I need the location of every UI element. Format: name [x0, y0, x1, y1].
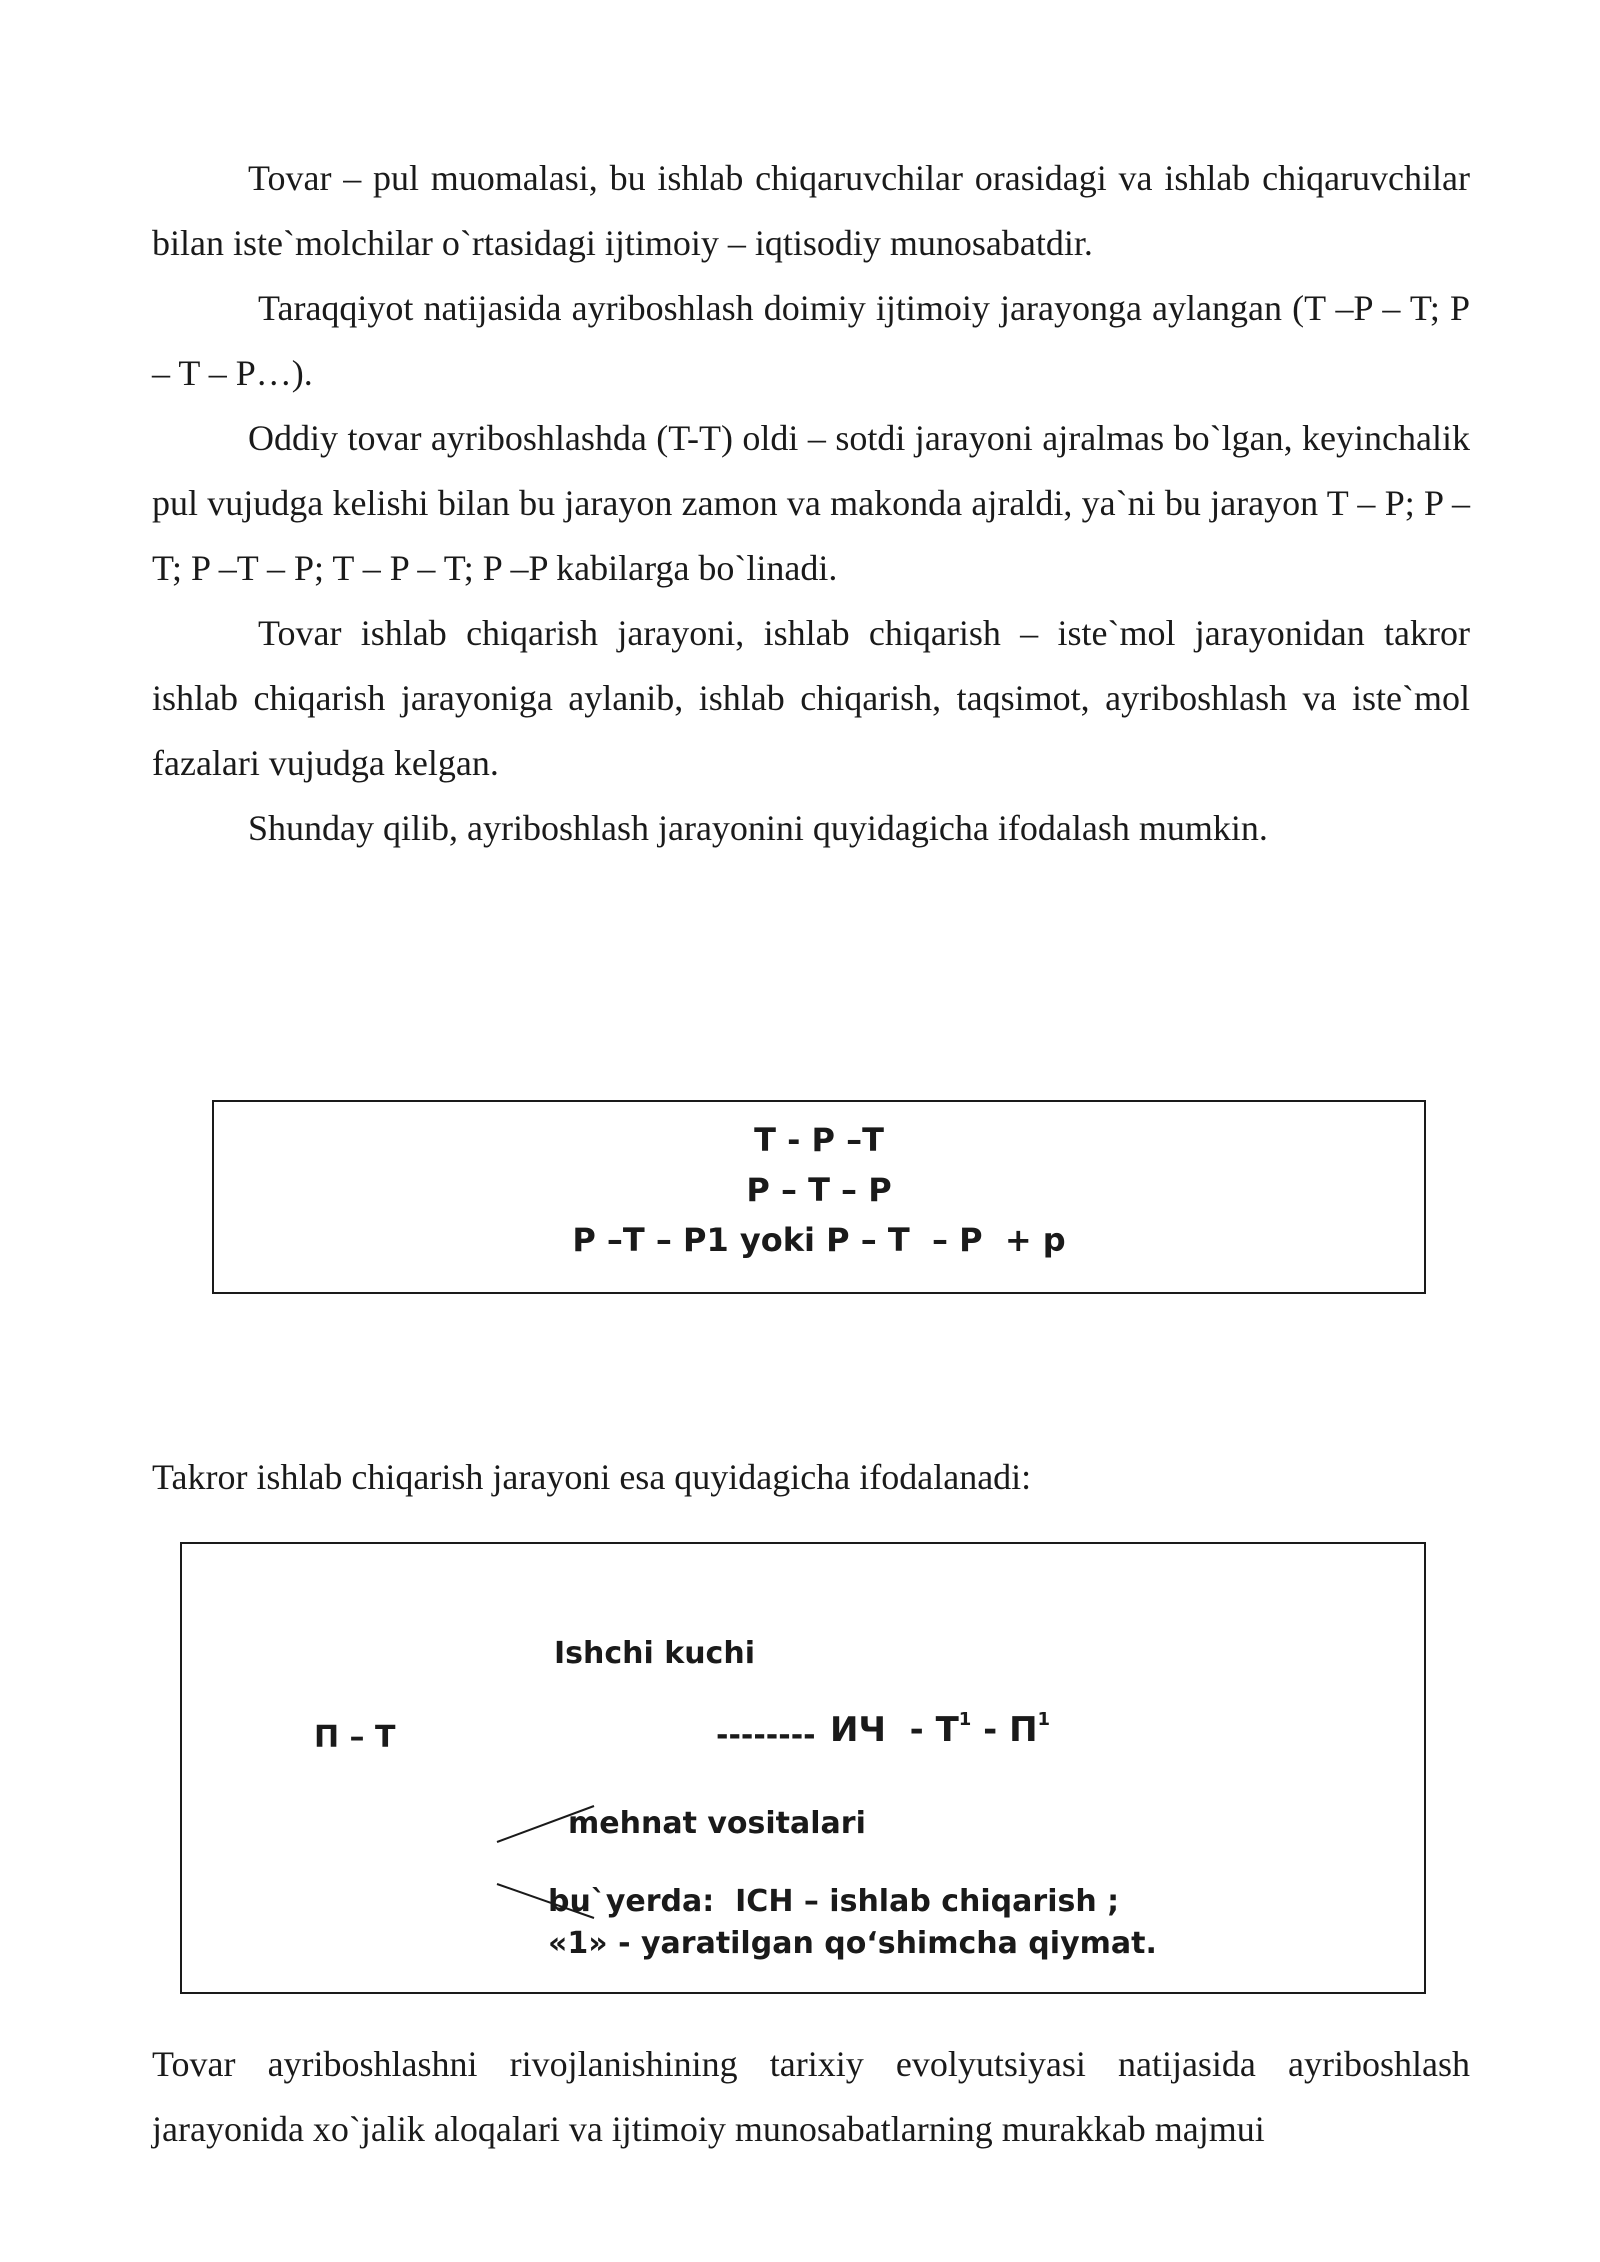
reproduction-diagram-box [180, 1542, 1426, 1994]
money-commodity-label: П – Т [314, 1720, 396, 1755]
money-label: - П [983, 1710, 1038, 1750]
dashes-label: -------- [716, 1718, 816, 1753]
labor-force-label: Ishchi kuchi [554, 1636, 755, 1671]
superscript-2: 1 [1037, 1709, 1051, 1730]
paragraph-commodity-money: Tovar – pul muomalasi, bu ishlab chiqaruvchilar orasidagi va ishlab chiqaruvchilar bilan iste`molchilar o`rtasidagi ijtimoiy – iqtisodiy munosabatdir. [152, 158, 1470, 263]
means-of-labor-label: mehnat vositalari [568, 1806, 866, 1841]
formula-line-3: P –T – P1 yoki P – T – P + p [572, 1221, 1066, 1259]
paragraph-historical-evolution: Tovar ayriboshlashni rivojlanishining tarixiy evolyutsiyasi natijasida ayriboshlash jarayonida xo`jalik aloqalari va ijtimoiy munosabatlarning murakkab majmui [152, 2044, 1470, 2149]
paragraph-development: Taraqqiyot natijasida ayriboshlash doimiy ijtimoiy jarayonga aylangan (T –P – T; P – T – P…). [152, 288, 1470, 393]
paragraph-reproduction-intro: Takror ishlab chiqarish jarayoni esa quyidagicha ifodalanadi: [152, 1457, 1032, 1497]
commodity-label: - Т [909, 1710, 959, 1750]
note-surplus-value-line: «1» - yaratilgan qo‘shimcha qiymat. [548, 1926, 1157, 1961]
paragraph-expression-intro: Shunday qilib, ayriboshlash jarayonini quyidagicha ifodalash mumkin. [248, 808, 1268, 848]
exchange-formula-box [212, 1100, 1426, 1294]
formula-line-1: T - P –T [754, 1121, 884, 1159]
superscript-1: 1 [958, 1709, 972, 1730]
production-label: ИЧ [830, 1710, 886, 1750]
paragraph-production-process: Tovar ishlab chiqarish jarayoni, ishlab chiqarish – iste`mol jarayonidan takror ishlab chiqarish jarayoniga aylanib, ishlab chiqarish, taqsimot, ayriboshlash va iste`mol fazalari vujudga kelgan. [152, 613, 1470, 783]
paragraph-simple-exchange: Oddiy tovar ayriboshlashda (T-T) oldi – sotdi jarayoni ajralmas bo`lgan, keyinchalik pul vujudga kelishi bilan bu jarayon zamon va makonda ajraldi, ya`ni bu jarayon T – P; P –T; P –T – P; T – P – T; P –P kabilarga bo`linadi. [152, 418, 1470, 588]
note-production-line: bu`yerda: ICH – ishlab chiqarish ; [548, 1884, 1120, 1919]
formula-line-2: P – T – P [746, 1171, 892, 1209]
production-result-formula [830, 1710, 1050, 1756]
